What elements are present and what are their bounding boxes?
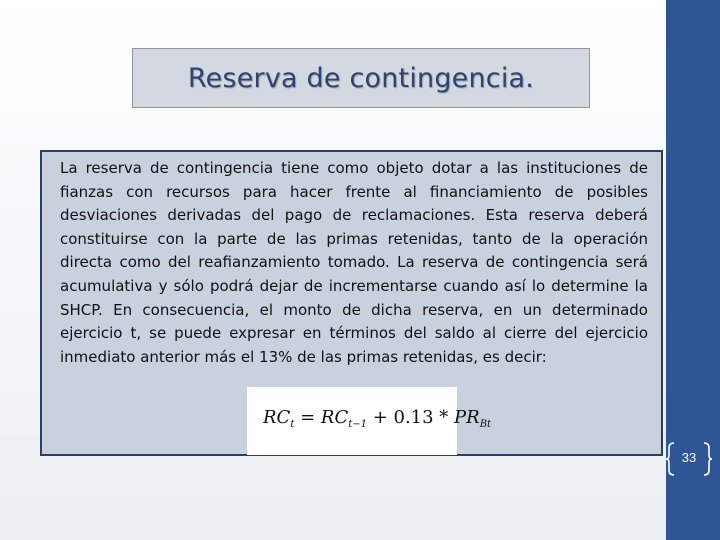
formula-term1-sub: t−1 xyxy=(348,419,367,430)
slide-title: Reserva de contingencia. xyxy=(187,62,535,94)
title-box xyxy=(132,48,590,108)
formula-image xyxy=(247,387,492,455)
formula-term1: RC xyxy=(320,407,349,428)
formula xyxy=(263,407,491,430)
content-box xyxy=(40,150,663,456)
formula-plus: + 0.13 * xyxy=(366,407,455,428)
page-number-badge xyxy=(664,440,714,478)
formula-term2-sub: Bt xyxy=(479,419,492,430)
formula-equals: = xyxy=(294,407,321,428)
body-paragraph: La reserva de contingencia tiene como objeto dotar a las instituciones de fianzas con recursos para hacer frente al financiamiento de posibles desviaciones derivadas del pago de reclamaciones. Esta reserva deberá constituirse con la parte de las primas retenidas, tanto de la operación directa como del reafianzamiento tomado. La reserva de contingencia será acumulativa y sólo podrá dejar de incrementarse cuando así lo determine la SHCP. En consecuencia, el monto de dicha reserva, en un determinado ejercicio t, se puede expresar en términos del saldo al cierre del ejercicio inmediato anterior más el 13% de las primas retenidas, es decir: xyxy=(60,159,648,366)
formula-lhs-sub: t xyxy=(290,419,295,430)
formula-term2: PR xyxy=(454,407,480,428)
formula-lhs: RC xyxy=(263,407,291,428)
page-number: 33 xyxy=(681,450,697,465)
